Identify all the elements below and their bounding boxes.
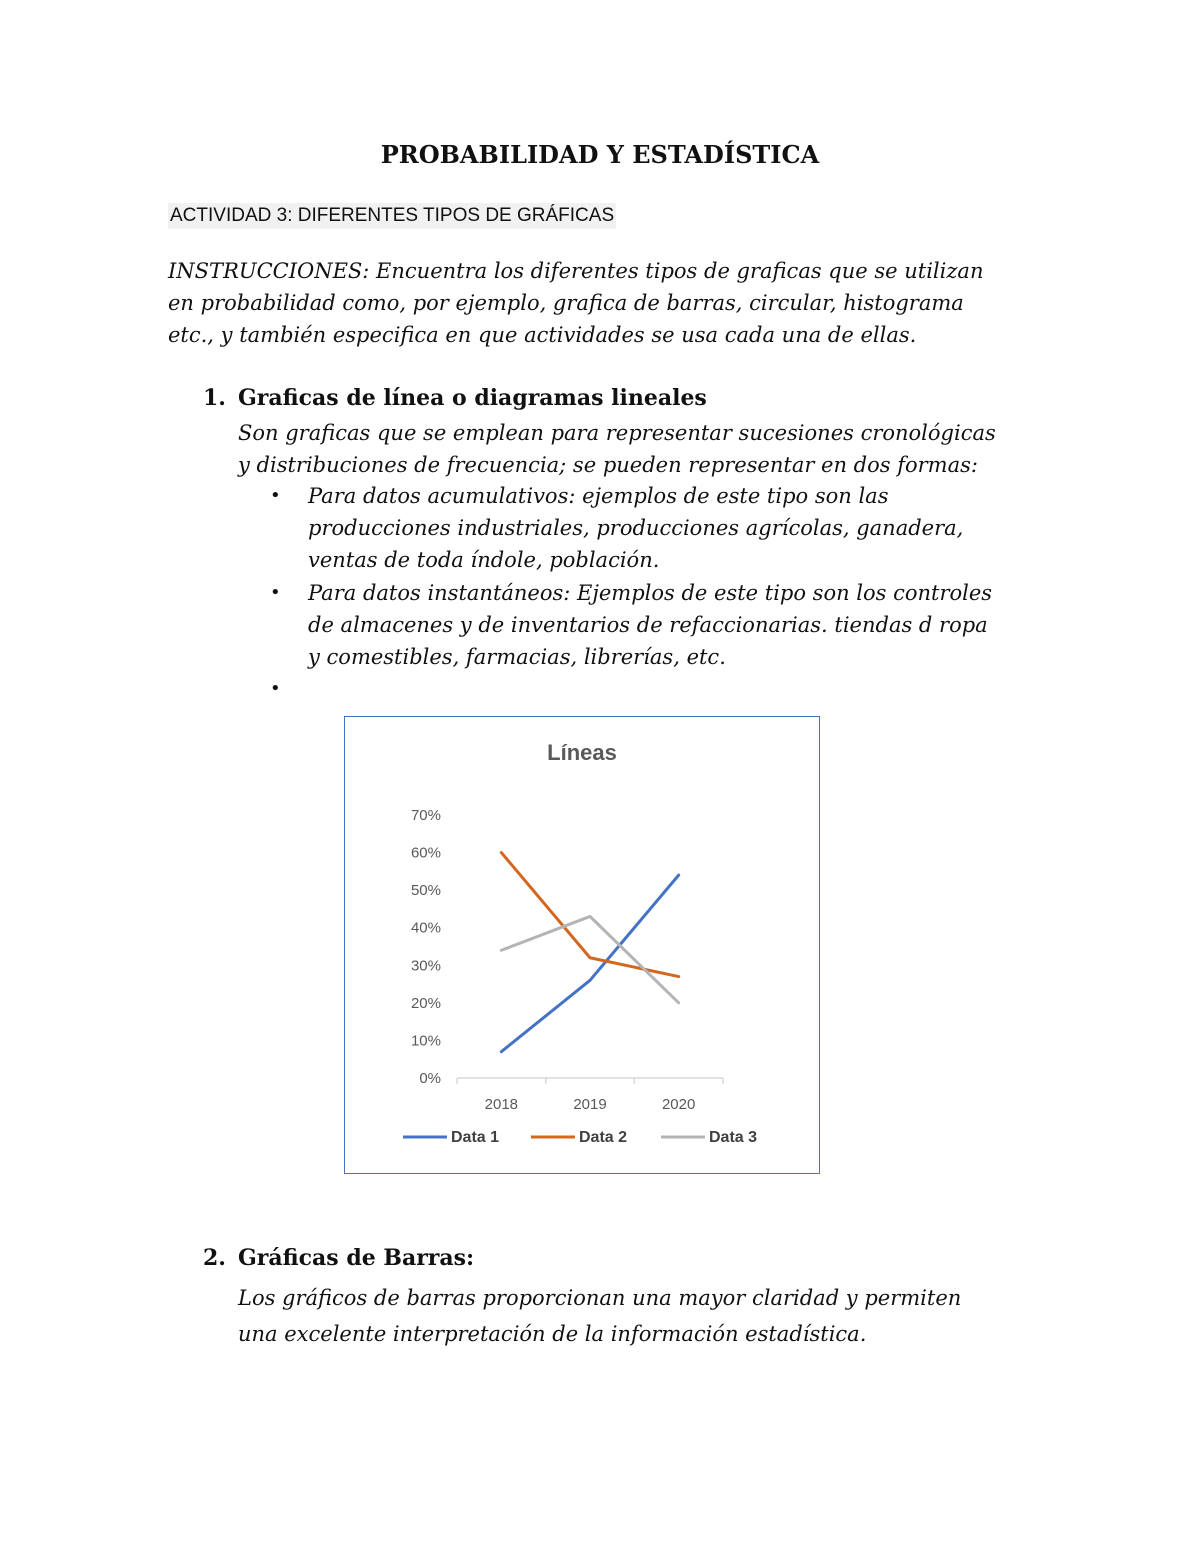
x-tick-label: 2018 bbox=[484, 1096, 519, 1113]
y-tick-label: 50% bbox=[410, 882, 441, 900]
section-1-body-line: Son graficas que se emplean para representar sucesiones cronológicas bbox=[238, 421, 996, 445]
legend-label: Data 3 bbox=[709, 1129, 758, 1146]
section-2-body-line: Los gráficos de barras proporcionan una mayor claridad y permiten bbox=[238, 1286, 962, 1310]
y-tick-label: 70% bbox=[410, 807, 441, 824]
instructions-line: etc., y también especifica en que actividades se usa cada una de ellas. bbox=[168, 323, 917, 347]
y-tick-label: 40% bbox=[410, 919, 441, 937]
section-1-body-line: y distribuciones de frecuencia; se pueden representar en dos formas: bbox=[238, 453, 978, 477]
x-tick-label: 2019 bbox=[573, 1096, 607, 1113]
line-chart-svg bbox=[345, 717, 818, 1172]
y-tick-label: 60% bbox=[410, 844, 441, 862]
bullet-icon: • bbox=[270, 678, 281, 699]
bullet-item-line: y comestibles, farmacias, librerías, etc. bbox=[308, 645, 726, 669]
instructions-line: INSTRUCCIONES: Encuentra los diferentes tipos de graficas que se utilizan bbox=[168, 259, 984, 283]
document-title: PROBABILIDAD Y ESTADÍSTICA bbox=[380, 140, 820, 169]
section-1-number: 1. bbox=[203, 385, 226, 411]
bullet-item-line: Para datos acumulativos: ejemplos de este tipo son las bbox=[308, 484, 889, 508]
instructions-line: en probabilidad como, por ejemplo, grafica de barras, circular, histograma bbox=[168, 291, 964, 315]
y-tick-label: 10% bbox=[410, 1032, 441, 1050]
series-line-3 bbox=[501, 916, 678, 1002]
instructions-paragraph bbox=[168, 255, 1048, 351]
bullet-icon: • bbox=[270, 485, 281, 506]
bullet-item-line: ventas de toda índole, población. bbox=[308, 548, 660, 572]
x-tick-label: 2020 bbox=[661, 1096, 696, 1113]
section-2-body bbox=[238, 1280, 1058, 1352]
chart-title: Líneas bbox=[547, 740, 617, 765]
bullet-item-2 bbox=[308, 577, 1068, 673]
section-1-heading: Graficas de línea o diagramas lineales bbox=[238, 385, 707, 411]
bullet-item-line: de almacenes y de inventarios de refaccionarias. tiendas d ropa bbox=[308, 613, 988, 637]
y-tick-label: 20% bbox=[410, 994, 441, 1012]
section-2-body-line: una excelente interpretación de la información estadística. bbox=[238, 1322, 867, 1346]
line-chart bbox=[344, 716, 820, 1174]
series-line-1 bbox=[501, 875, 678, 1052]
bullet-icon: • bbox=[270, 582, 281, 603]
y-tick-label: 0% bbox=[419, 1070, 441, 1087]
legend-label: Data 2 bbox=[579, 1129, 628, 1146]
section-2-heading: Gráficas de Barras: bbox=[238, 1245, 475, 1271]
section-1-body bbox=[238, 417, 1058, 481]
bullet-item-1 bbox=[308, 480, 1068, 576]
legend-label: Data 1 bbox=[451, 1129, 500, 1146]
section-2-number: 2. bbox=[203, 1245, 226, 1271]
series-line-2 bbox=[501, 853, 678, 977]
bullet-item-line: producciones industriales, producciones agrícolas, ganadera, bbox=[308, 516, 964, 540]
bullet-item-line: Para datos instantáneos: Ejemplos de este tipo son los controles bbox=[308, 581, 993, 605]
activity-title: ACTIVIDAD 3: DIFERENTES TIPOS DE GRÁFICAS bbox=[168, 203, 616, 229]
y-tick-label: 30% bbox=[410, 957, 441, 975]
